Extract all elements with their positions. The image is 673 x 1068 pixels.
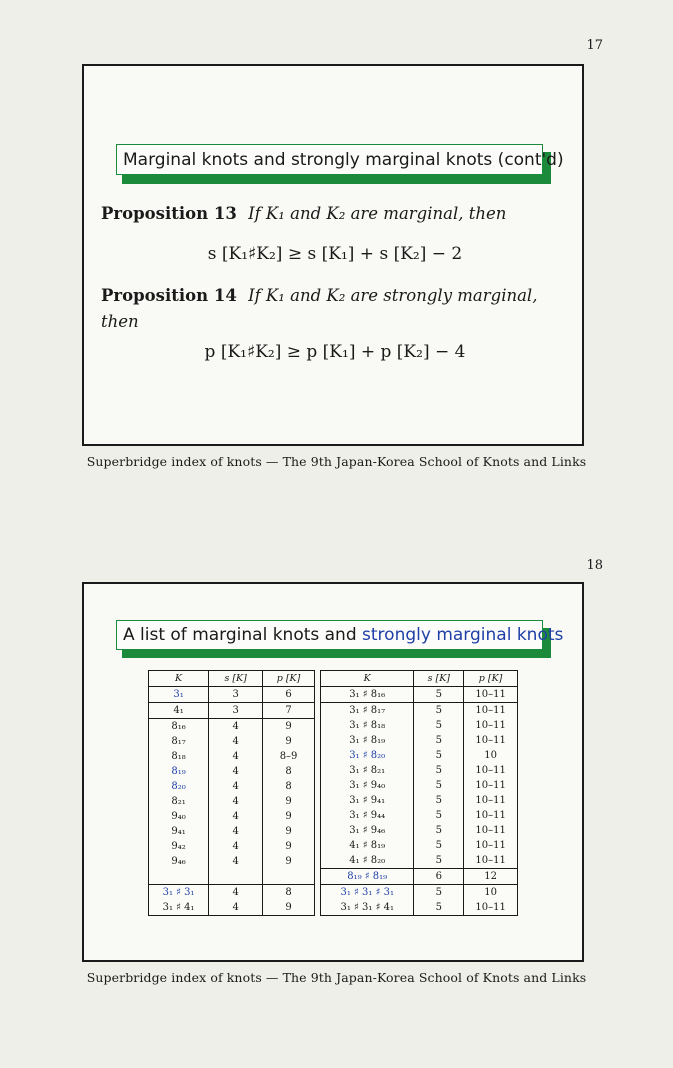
page-number: 17 [586, 38, 603, 53]
table-cell: 8₁₉ ♯ 8₁₉ [321, 869, 414, 885]
table-row [321, 900, 518, 916]
table-cell: 10–11 [464, 853, 518, 869]
table-row [149, 839, 315, 854]
table-cell: 4₁ [149, 703, 209, 719]
table-cell: 10–11 [464, 838, 518, 853]
table-cell: 3₁ ♯ 8₁₇ [321, 703, 414, 719]
proposition-14-head: Proposition 14 [101, 286, 237, 305]
table-cell: 9₄₆ [149, 854, 209, 869]
table-row [149, 687, 315, 703]
table-cell: 9₄₁ [149, 824, 209, 839]
table-cell: 8–9 [263, 749, 315, 764]
table-row [321, 687, 518, 703]
table-cell: 4 [209, 779, 263, 794]
table-cell: 5 [414, 838, 464, 853]
table-row [149, 824, 315, 839]
table-row [149, 749, 315, 764]
table-cell: 5 [414, 687, 464, 703]
table-cell: 5 [414, 885, 464, 901]
column-header: K [149, 671, 209, 687]
table-row [149, 779, 315, 794]
table-cell: 3₁ ♯ 9₄₄ [321, 808, 414, 823]
table-cell: 12 [464, 869, 518, 885]
table-cell: 3₁ ♯ 8₁₆ [321, 687, 414, 703]
table-cell: 4₁ ♯ 8₂₀ [321, 853, 414, 869]
table-cell: 8₁₈ [149, 749, 209, 764]
table-cell: 4 [209, 824, 263, 839]
table-row [321, 733, 518, 748]
table-row [321, 869, 518, 885]
table-cell: 8 [263, 885, 315, 901]
table-cell: 9 [263, 854, 315, 869]
table-cell: 4 [209, 900, 263, 916]
table-row [321, 808, 518, 823]
table-cell: 3₁ ♯ 3₁ ♯ 4₁ [321, 900, 414, 916]
table-cell: 9 [263, 900, 315, 916]
footer: Superbridge index of knots — The 9th Japan-Korea School of Knots and Links [86, 454, 587, 469]
formula-14: p [K₁♯K₂] ≥ p [K₁] + p [K₂] − 4 [204, 342, 466, 362]
table-cell: 10–11 [464, 763, 518, 778]
table-cell: 10–11 [464, 718, 518, 733]
proposition-14-cont [101, 312, 139, 331]
table-row [149, 900, 315, 916]
table-cell: 10–11 [464, 793, 518, 808]
table-cell: 8₂₁ [149, 794, 209, 809]
table-cell: 10–11 [464, 778, 518, 793]
table-cell: 6 [414, 869, 464, 885]
column-header: s [K] [414, 671, 464, 687]
table-cell [209, 869, 263, 885]
proposition-14-text2: then [101, 312, 139, 331]
table-cell [263, 869, 315, 885]
table-row [321, 718, 518, 733]
table-cell: 5 [414, 900, 464, 916]
table-cell: 5 [414, 718, 464, 733]
table-cell: 8₁₆ [149, 719, 209, 735]
slide-17 [82, 64, 584, 446]
page-number: 18 [586, 558, 603, 573]
table-cell: 9 [263, 794, 315, 809]
table-cell: 3₁ ♯ 8₁₈ [321, 718, 414, 733]
table-cell: 4 [209, 719, 263, 735]
table-cell: 10–11 [464, 703, 518, 719]
table-row [149, 734, 315, 749]
table-cell: 8 [263, 764, 315, 779]
table-cell: 3₁ ♯ 8₁₉ [321, 733, 414, 748]
table-cell: 3₁ ♯ 4₁ [149, 900, 209, 916]
table-cell: 8₁₉ [149, 764, 209, 779]
table-row [321, 793, 518, 808]
table-cell: 3 [209, 703, 263, 719]
table-cell: 4 [209, 734, 263, 749]
table-cell: 9 [263, 839, 315, 854]
slide-title-text [116, 620, 564, 650]
proposition-13-text: If K₁ and K₂ are marginal, then [248, 204, 507, 223]
table-row [149, 809, 315, 824]
table-cell: 9 [263, 824, 315, 839]
table-cell: 6 [263, 687, 315, 703]
slide-18 [82, 582, 584, 962]
table-cell: 3₁ ♯ 9₄₆ [321, 823, 414, 838]
table-cell: 8₁₇ [149, 734, 209, 749]
column-header: p [K] [464, 671, 518, 687]
table-cell [149, 869, 209, 885]
table-cell: 10–11 [464, 900, 518, 916]
table-row [321, 703, 518, 719]
table-cell: 5 [414, 823, 464, 838]
table-marginal-knots [148, 670, 315, 916]
table-cell: 5 [414, 778, 464, 793]
table-cell: 3₁ ♯ 8₂₁ [321, 763, 414, 778]
table-row [321, 778, 518, 793]
table-cell: 3₁ ♯ 3₁ [149, 885, 209, 901]
table-cell: 5 [414, 793, 464, 808]
table-cell: 10 [464, 885, 518, 901]
title-part-a: A list of marginal knots and [123, 625, 363, 645]
table-cell: 4 [209, 854, 263, 869]
table-cell: 3₁ ♯ 9₄₀ [321, 778, 414, 793]
title-part-b: strongly marginal knots [362, 625, 564, 645]
table-row [321, 838, 518, 853]
table-cell: 3₁ [149, 687, 209, 703]
table-row [149, 854, 315, 869]
table-cell: 3₁ ♯ 8₂₀ [321, 748, 414, 763]
table-cell: 10–11 [464, 823, 518, 838]
table-cell: 3₁ ♯ 3₁ ♯ 3₁ [321, 885, 414, 901]
table-cell: 7 [263, 703, 315, 719]
table-cell: 5 [414, 703, 464, 719]
table-cell: 8₂₀ [149, 779, 209, 794]
table-cell: 10–11 [464, 687, 518, 703]
slide-title-text: Marginal knots and strongly marginal knots (cont'd) [116, 144, 543, 175]
footer: Superbridge index of knots — The 9th Japan-Korea School of Knots and Links [86, 970, 587, 985]
table-row [149, 703, 315, 719]
table-cell: 4 [209, 839, 263, 854]
table-cell: 4 [209, 764, 263, 779]
table-cell: 4 [209, 885, 263, 901]
column-header: s [K] [209, 671, 263, 687]
table-row [321, 885, 518, 901]
table-cell: 4 [209, 794, 263, 809]
table-row [149, 794, 315, 809]
table-cell: 4 [209, 749, 263, 764]
table-composite-knots [320, 670, 518, 916]
table-row [321, 823, 518, 838]
proposition-14-text: If K₁ and K₂ are strongly marginal, [248, 286, 538, 305]
table-row [149, 869, 315, 885]
table-row [149, 885, 315, 901]
table-cell: 10–11 [464, 808, 518, 823]
column-header: K [321, 671, 414, 687]
table-cell: 8 [263, 779, 315, 794]
table-cell: 3 [209, 687, 263, 703]
table-cell: 4₁ ♯ 8₁₉ [321, 838, 414, 853]
table-cell: 9 [263, 734, 315, 749]
formula-13: s [K₁♯K₂] ≥ s [K₁] + s [K₂] − 2 [207, 244, 463, 264]
table-row [149, 764, 315, 779]
proposition-14 [101, 286, 537, 305]
table-row [149, 719, 315, 735]
column-header: p [K] [263, 671, 315, 687]
table-cell: 5 [414, 808, 464, 823]
table-cell: 9₄₀ [149, 809, 209, 824]
table-row [321, 853, 518, 869]
table-cell: 3₁ ♯ 9₄₁ [321, 793, 414, 808]
table-row [321, 763, 518, 778]
table-cell: 5 [414, 748, 464, 763]
table-cell: 10–11 [464, 733, 518, 748]
proposition-13-head: Proposition 13 [101, 204, 237, 223]
table-cell: 5 [414, 733, 464, 748]
proposition-13 [101, 204, 506, 223]
table-cell: 4 [209, 809, 263, 824]
table-cell: 5 [414, 853, 464, 869]
table-cell: 5 [414, 763, 464, 778]
table-cell: 9 [263, 809, 315, 824]
table-cell: 10 [464, 748, 518, 763]
table-cell: 9 [263, 719, 315, 735]
table-row [321, 748, 518, 763]
table-cell: 9₄₂ [149, 839, 209, 854]
